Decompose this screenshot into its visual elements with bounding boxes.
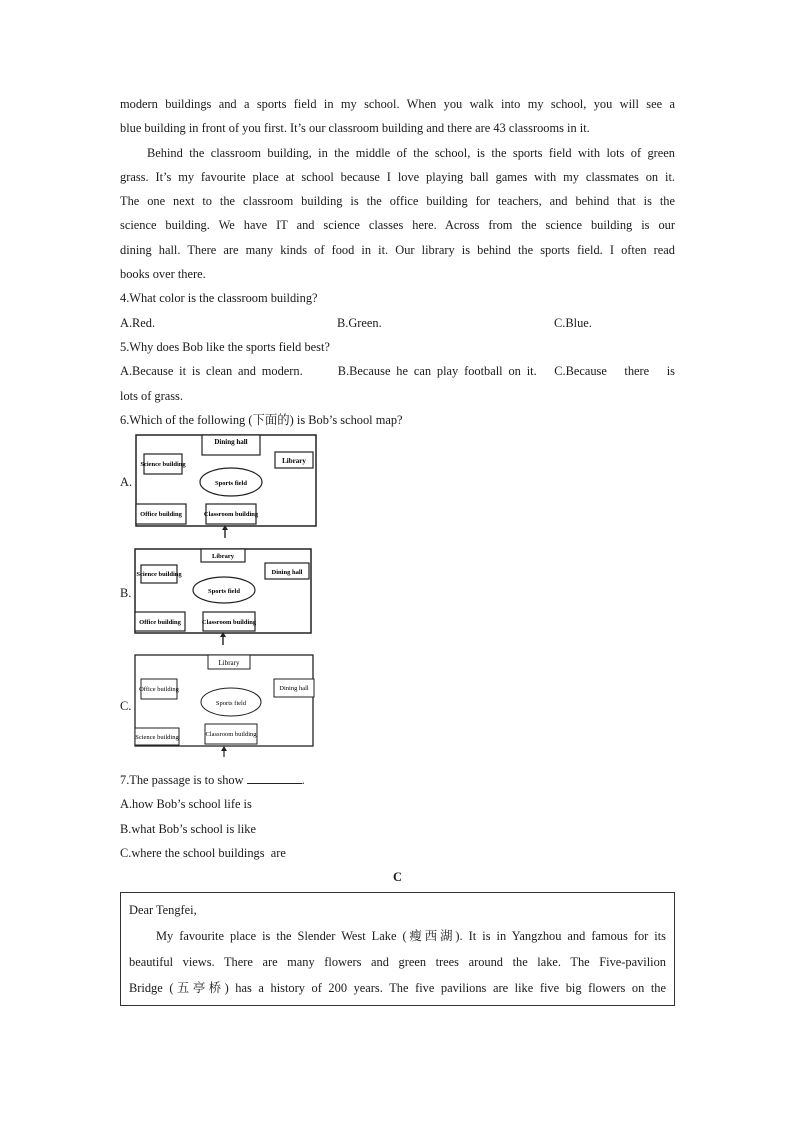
letter-greeting: Dear Tengfei, bbox=[129, 903, 197, 917]
question-5-options[interactable] bbox=[120, 359, 675, 408]
question-5: 5.Why does Bob like the sports field best? bbox=[120, 339, 330, 354]
section-c-heading: C bbox=[393, 870, 402, 885]
map-option-b[interactable] bbox=[120, 546, 675, 652]
office-building-label: Office building bbox=[139, 619, 181, 627]
letter-line: beautiful views. There are many flowers and green trees around the lake. The Five-pavilion bbox=[129, 955, 666, 969]
passage-line: science building. We have IT and science classes here. Across from the science building is our bbox=[120, 218, 675, 233]
option-b[interactable]: B.Green. bbox=[337, 315, 382, 330]
sports-field-label: Sports field bbox=[208, 588, 240, 596]
question-5-options-line: lots of grass. bbox=[120, 388, 183, 403]
classroom-building-label: Classroom building bbox=[203, 511, 259, 519]
library-label: Library bbox=[282, 457, 306, 466]
entrance-arrow-icon bbox=[221, 746, 227, 751]
question-7-text: 7.The passage is to show bbox=[120, 773, 244, 788]
passage-line: dining hall. There are many kinds of food in it. Our library is behind the sports field. I often read bbox=[120, 242, 675, 257]
map-label: A. bbox=[120, 475, 133, 490]
option-a[interactable]: A.Red. bbox=[120, 315, 156, 330]
classroom-building-label: Classroom building bbox=[205, 731, 257, 739]
sports-field-label: Sports field bbox=[215, 700, 247, 708]
worksheet-page bbox=[120, 92, 675, 889]
option-b[interactable]: B.what Bob’s school is like bbox=[120, 821, 256, 836]
question-7: 7.The passage is to show . bbox=[120, 773, 305, 788]
answer-blank[interactable] bbox=[247, 771, 302, 784]
school-map-b bbox=[133, 546, 333, 652]
library-label: Library bbox=[218, 659, 240, 668]
sports-field-label: Sports field bbox=[215, 480, 247, 488]
classroom-building-label: Classroom building bbox=[201, 619, 257, 627]
passage-paragraph-2 bbox=[120, 141, 675, 287]
passage-line: blue building in front of you first. It’s our classroom building and there are 43 classrooms in it. bbox=[120, 121, 590, 136]
letter-line: Bridge (五亭桥) has a history of 200 years. The five pavilions are like five big flowers on the bbox=[129, 981, 666, 995]
letter-line: My favourite place is the Slender West Lake (瘦西湖). It is in Yangzhou and famous for its bbox=[156, 929, 666, 943]
option-c[interactable]: C.where the school buildings are bbox=[120, 846, 286, 861]
passage-line: modern buildings and a sports field in my school. When you walk into my school, you will see a bbox=[120, 97, 675, 111]
science-building-label: Science building bbox=[135, 734, 179, 742]
dining-hall-label: Dining hall bbox=[279, 685, 309, 693]
question-4: 4.What color is the classroom building? bbox=[120, 291, 318, 306]
passage-line: grass. It’s my favourite place at school because I love playing ball games with my classmates on it. bbox=[120, 169, 675, 184]
map-option-c[interactable] bbox=[120, 652, 675, 768]
option-a[interactable]: A.how Bob’s school life is bbox=[120, 797, 252, 812]
office-building-label: Office building bbox=[140, 511, 182, 519]
library-label: Library bbox=[211, 553, 235, 561]
school-map-a bbox=[134, 432, 334, 544]
map-option-a[interactable] bbox=[120, 432, 675, 546]
passage-paragraph-1 bbox=[120, 92, 675, 141]
school-map-c bbox=[133, 652, 333, 764]
question-6: 6.Which of the following (下面的) is Bob’s school map? bbox=[120, 412, 403, 427]
science-building-label: Science building bbox=[140, 461, 186, 469]
science-building-label: Science building bbox=[136, 571, 182, 579]
map-label: B. bbox=[120, 586, 132, 601]
passage-line: books over there. bbox=[120, 267, 206, 282]
passage-line: The one next to the classroom building is the office building for teachers, and behind that is the bbox=[120, 194, 675, 209]
map-label: C. bbox=[120, 699, 132, 714]
office-building-label: Office building bbox=[139, 686, 179, 694]
passage-line: Behind the classroom building, in the middle of the school, is the sports field with lots of green bbox=[147, 145, 675, 160]
question-5-options-line: A.Because it is clean and modern. B.Because he can play football on it. C.Because there is bbox=[120, 364, 675, 379]
question-4-options bbox=[120, 311, 675, 335]
dining-hall-label: Dining hall bbox=[214, 438, 248, 447]
option-c[interactable]: C.Blue. bbox=[554, 315, 592, 330]
letter-box bbox=[120, 892, 675, 1006]
letter-body bbox=[129, 897, 666, 1001]
dining-hall-label: Dining hall bbox=[271, 569, 303, 577]
